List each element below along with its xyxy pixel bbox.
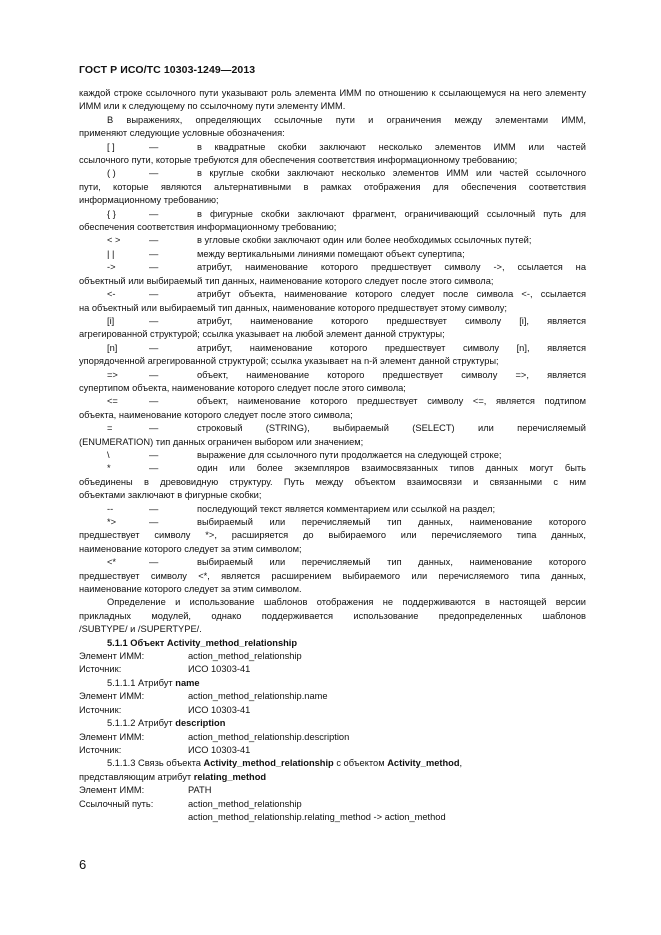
symbol-dash: — xyxy=(149,396,159,407)
symbol-glyph: \ xyxy=(107,449,110,460)
section-heading-5113: 5.1.1.3 Связь объекта Activity_method_relationship с объектом Activity_method, xyxy=(107,758,463,769)
symbol-glyph: <* xyxy=(107,557,117,568)
symbol-description-continuation: объединены в древовидную структуру. Путь между объектом взаимосвязи и связанными с ним xyxy=(79,476,586,487)
symbol-dash: — xyxy=(149,235,159,246)
symbol-description: выбираемый или перечисляемый тип данных, наименование которого xyxy=(197,517,586,527)
symbol-description-continuation: агрегированной структурой; ссылка указывает на любой элемент данной структуры; xyxy=(79,329,445,340)
symbol-description-continuation: объектный или выбираемый тип данных, наименование которого следует после этого символа; xyxy=(79,275,494,286)
symbol-description-continuation: информационному требованию; xyxy=(79,195,219,206)
kv-5113-path-cont: action_method_relationship.relating_method -> action_method xyxy=(188,811,446,822)
symbol-row xyxy=(79,422,586,435)
symbol-glyph: = xyxy=(107,423,113,434)
symbol-glyph: { } xyxy=(107,208,116,219)
kv-5111-source: Источник: ИСО 10303-41 xyxy=(79,704,251,715)
symbol-description-continuation: ссылочного пути, которые требуются для обеспечения соответствия информационному требованию; xyxy=(79,155,518,166)
symbol-dash: — xyxy=(149,262,159,273)
symbol-row xyxy=(79,395,586,408)
symbol-row xyxy=(79,516,586,529)
kv-5113-element: Элемент ИММ: PATH xyxy=(79,785,212,796)
symbol-description-continuation: предшествует символу <*, является расширением выбираемого или перечисляемого типа данных, xyxy=(79,570,586,581)
symbol-description-continuation: предшествует символу *>, расширяется до выбираемого или перечисляемого типа данных, xyxy=(79,530,586,541)
symbol-glyph: <= xyxy=(107,396,118,407)
kv-5112-element: Элемент ИММ: action_method_relationship.description xyxy=(79,731,350,742)
symbol-row xyxy=(79,369,586,382)
symbol-description-continuation: упорядоченной агрегированной структурой; ссылка указывает на n-й элемент данной структуры; xyxy=(79,356,499,367)
conventions-paragraph-line1: В выражениях, определяющих ссылочные пути и ограничения между элементами ИММ, xyxy=(107,114,586,125)
intro-paragraph: каждой строке ссылочного пути указывают роль элемента ИММ по отношению к ссылающемуся на него элементу ИММ или к следующему по ссылочному пути элементу ИММ. xyxy=(79,88,586,112)
symbol-description: атрибут объекта, наименование которого следует после символа <-, ссылается xyxy=(197,289,586,300)
symbol-row xyxy=(79,315,586,328)
symbol-description: строковый (STRING), выбираемый (SELECT) или перечисляемый xyxy=(197,423,586,434)
symbol-glyph: [i] xyxy=(107,315,115,326)
symbol-description: в круглые скобки заключают несколько элементов ИММ или частей ссылочного xyxy=(197,168,586,179)
symbol-row xyxy=(79,503,586,516)
symbol-glyph: ( ) xyxy=(107,168,116,179)
symbol-glyph: [n] xyxy=(107,342,118,353)
kv-5112-source: Источник: ИСО 10303-41 xyxy=(79,744,251,755)
symbol-dash: — xyxy=(149,463,159,474)
document-header: ГОСТ Р ИСО/ТС 10303-1249—2013 xyxy=(79,64,256,76)
symbol-row xyxy=(79,234,586,247)
symbol-description-continuation: на объектный или выбираемый тип данных, наименование которого предшествует этому символу; xyxy=(79,302,507,313)
symbol-glyph: <- xyxy=(107,289,116,300)
conventions-paragraph-line2: применяют следующие условные обозначения: xyxy=(79,128,285,139)
symbol-dash: — xyxy=(149,342,159,353)
symbol-row xyxy=(79,556,586,569)
symbol-description-continuation: наименование которого следует за этим символом. xyxy=(79,584,302,595)
symbol-dash: — xyxy=(149,517,159,527)
symbol-dash: — xyxy=(149,557,159,568)
page-content xyxy=(79,87,586,824)
symbol-glyph: < > xyxy=(107,235,121,246)
symbol-row xyxy=(79,261,586,274)
symbol-glyph: *> xyxy=(107,517,117,527)
symbol-row xyxy=(79,167,586,180)
templates-paragraph-line3: /SUBTYPE/ и /SUPERTYPE/. xyxy=(79,624,202,635)
symbol-description: атрибут, наименование которого предшествует символу ->, ссылается на xyxy=(197,262,586,273)
symbol-row xyxy=(79,462,586,475)
page-number: 6 xyxy=(79,857,87,872)
symbol-description: в квадратные скобки заключают несколько элементов ИММ или частей xyxy=(197,141,586,152)
symbol-dash: — xyxy=(149,423,159,434)
symbol-dash: — xyxy=(149,289,159,300)
symbol-row xyxy=(79,141,586,154)
symbol-row xyxy=(79,449,586,462)
symbol-glyph: -- xyxy=(107,503,114,514)
symbol-dash: — xyxy=(149,168,159,179)
templates-paragraph-line2: прикладных модулей, однако поддерживается использование предопределенных шаблонов xyxy=(79,610,586,621)
symbol-row xyxy=(79,342,586,355)
symbol-description-continuation: объекта, наименование которого следует после этого символа; xyxy=(79,409,353,420)
symbol-list xyxy=(79,141,586,597)
symbol-dash: — xyxy=(149,141,159,152)
symbol-description: объект, наименование которого предшествует символу <=, является подтипом xyxy=(197,396,586,407)
symbol-description-continuation: (ENUMERATION) тип данных ограничен выбором или значением; xyxy=(79,436,364,447)
templates-paragraph-line1: Определение и использование шаблонов отображения не поддерживаются в настоящей версии xyxy=(107,597,586,608)
symbol-dash: — xyxy=(149,248,159,259)
symbol-description-continuation: пути, которые являются альтернативными в рамках отображения для обеспечения соответствия xyxy=(79,181,586,192)
section-heading-511: 5.1.1 Объект Activity_method_relationship xyxy=(107,637,298,648)
kv-5113-path: Ссылочный путь: action_method_relationship xyxy=(79,798,302,809)
symbol-description-continuation: наименование которого следует за этим символом; xyxy=(79,543,302,554)
symbol-description: в угловые скобки заключают один или более необходимых ссылочных путей; xyxy=(197,235,532,246)
symbol-dash: — xyxy=(149,315,159,326)
symbol-dash: — xyxy=(149,449,159,460)
symbol-description-continuation: объектами заключают в фигурные скобки; xyxy=(79,490,262,501)
symbol-description: атрибут, наименование которого предшествует символу [n], является xyxy=(197,342,586,353)
symbol-dash: — xyxy=(149,208,159,219)
symbol-glyph: * xyxy=(107,463,111,474)
symbol-glyph: => xyxy=(107,369,118,380)
section-heading-5113-line2: представляющим атрибут relating_method xyxy=(79,771,267,782)
symbol-description-continuation: обеспечения соответствия информационному требованию; xyxy=(79,222,337,233)
symbol-dash: — xyxy=(149,369,159,380)
section-heading-5111: 5.1.1.1 Атрибут name xyxy=(107,677,200,688)
symbol-row xyxy=(79,248,586,261)
section-heading-5112: 5.1.1.2 Атрибут description xyxy=(107,718,226,729)
symbol-dash: — xyxy=(149,503,159,514)
symbol-description: объект, наименование которого предшествует символу =>, является xyxy=(197,369,586,380)
symbol-row xyxy=(79,288,586,301)
kv-5111-element: Элемент ИММ: action_method_relationship.name xyxy=(79,691,328,702)
symbol-description-continuation: супертипом объекта, наименование которого следует после этого символа; xyxy=(79,382,406,393)
symbol-glyph: | | xyxy=(107,248,115,259)
symbol-description: атрибут, наименование которого предшествует символу [i], является xyxy=(197,315,586,326)
kv-511-element: Элемент ИММ: action_method_relationship xyxy=(79,651,302,662)
symbol-description: между вертикальными линиями помещают объект супертипа; xyxy=(197,248,465,259)
symbol-description: последующий текст является комментарием или ссылкой на раздел; xyxy=(197,503,496,514)
symbol-glyph: -> xyxy=(107,262,116,273)
symbol-glyph: [ ] xyxy=(107,141,115,152)
kv-511-source: Источник: ИСО 10303-41 xyxy=(79,664,251,675)
symbol-description: один или более экземпляров взаимосвязанных типов данных могут быть xyxy=(197,463,586,474)
symbol-description: выбираемый или перечисляемый тип данных, наименование которого xyxy=(197,557,586,568)
symbol-description: в фигурные скобки заключают фрагмент, ограничивающий ссылочный путь для xyxy=(197,208,586,219)
symbol-row xyxy=(79,208,586,221)
symbol-description: выражение для ссылочного пути продолжается на следующей строке; xyxy=(197,449,502,460)
